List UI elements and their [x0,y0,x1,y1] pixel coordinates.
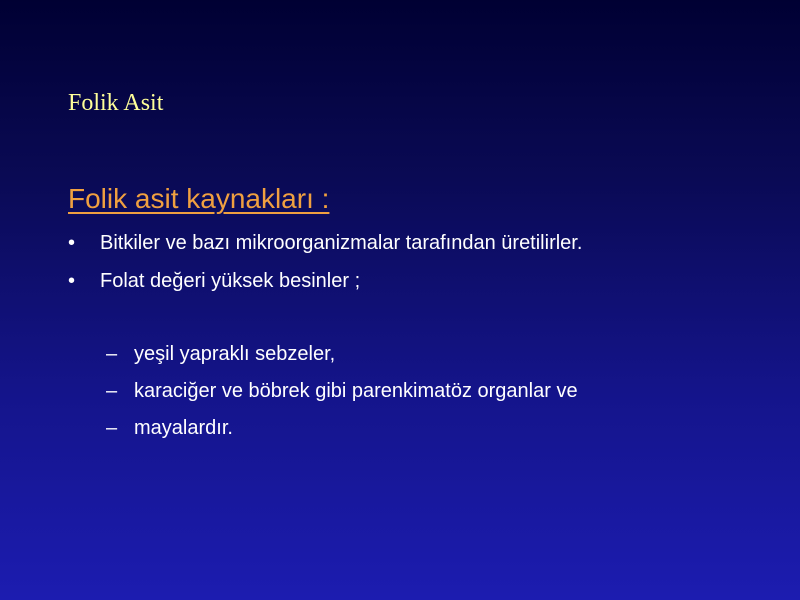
dash-marker: – [106,417,118,439]
subheading-link[interactable]: Folik asit kaynakları : [68,183,330,214]
bullet-list [68,229,768,305]
bullet-item [68,267,768,295]
bullet-marker: • [68,232,76,254]
sub-bullet-item [106,377,766,405]
sub-bullet-item [106,340,766,368]
sub-bullet-text: karaciğer ve böbrek gibi parenkimatöz organlar ve [134,380,578,402]
sub-bullet-list [106,340,766,451]
dash-marker: – [106,343,118,365]
sub-bullet-text: yeşil yapraklı sebzeler, [134,343,336,365]
bullet-item [68,229,768,257]
slide-title: Folik Asit [68,90,164,116]
dash-marker: – [106,380,118,402]
bullet-text: Folat değeri yüksek besinler ; [100,270,361,292]
bullet-marker: • [68,270,76,292]
sub-bullet-item [106,414,766,442]
bullet-text: Bitkiler ve bazı mikroorganizmalar tarafından üretilirler. [100,232,583,254]
sub-bullet-text: mayalardır. [134,417,233,439]
